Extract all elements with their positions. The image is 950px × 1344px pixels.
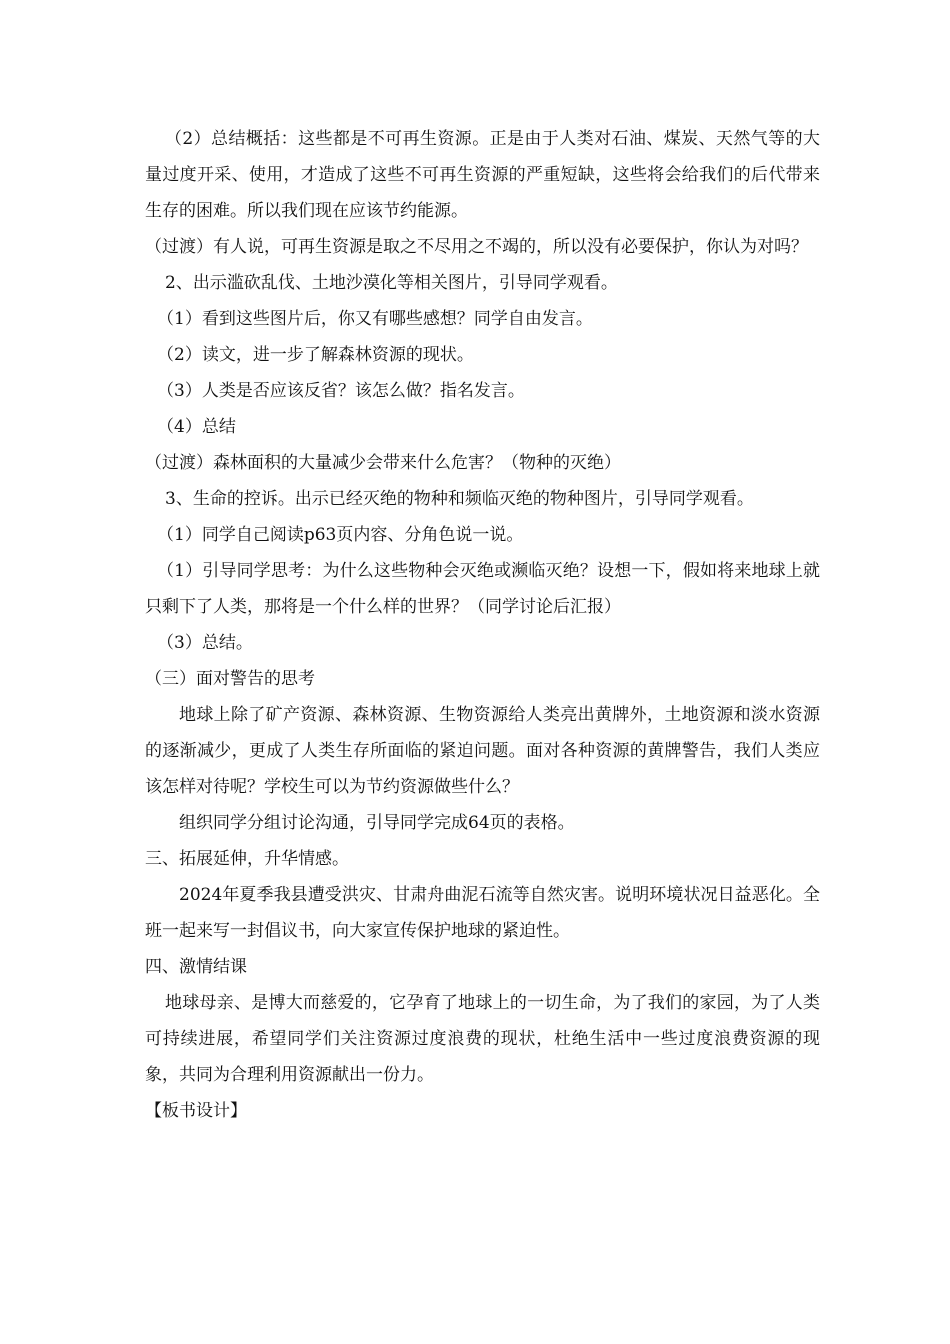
section-heading-closing: 四、激情结课 — [145, 957, 247, 977]
paragraph-step-3-3: （3）总结。 — [157, 633, 253, 653]
paragraph-step-2-3: （3）人类是否应该反省？该怎么做？指名发言。 — [157, 381, 525, 401]
paragraph-transition-renewable: （过渡）有人说，可再生资源是取之不尽用之不竭的，所以没有必要保护，你认为对吗？ — [145, 237, 808, 257]
section-heading-extension: 三、拓展延伸，升华情感。 — [145, 849, 349, 869]
section-heading-warning: （三）面对警告的思考 — [145, 669, 315, 689]
paragraph-group-discussion: 组织同学分组讨论沟通，引导同学完成64页的表格。 — [179, 813, 575, 833]
paragraph-closing-body: 地球母亲、是博大而慈爱的，它孕育了地球上的一切生命，为了我们的家园，为了人类可持续进展，希望同学们关注资源过度浪费的现状，杜绝生活中一些过度浪费资源的现象，共同为合理利用资源献出一份力。 — [145, 993, 820, 1085]
paragraph-step-3: 3、生命的控诉。出示已经灭绝的物种和频临灭绝的物种图片，引导同学观看。 — [165, 489, 754, 509]
paragraph-extension-body: 2024年夏季我县遭受洪灾、甘肃舟曲泥石流等自然灾害。说明环境状况日益恶化。全班一起来写一封倡议书，向大家宣传保护地球的紧迫性。 — [145, 885, 820, 941]
paragraph-transition-forest: （过渡）森林面积的大量减少会带来什么危害？（物种的灭绝） — [145, 453, 621, 473]
paragraph-step-2-2: （2）读文，进一步了解森林资源的现状。 — [157, 345, 474, 365]
paragraph-step-2: 2、出示滥砍乱伐、土地沙漠化等相关图片，引导同学观看。 — [165, 273, 618, 293]
section-heading-board-design: 【板书设计】 — [145, 1101, 247, 1121]
document-body — [145, 121, 820, 1129]
paragraph-step-2-1: （1）看到这些图片后，你又有哪些感想？同学自由发言。 — [157, 309, 593, 329]
paragraph-step-2-4: （4）总结 — [157, 417, 236, 437]
paragraph-summary-nonrenewable: （2）总结概括：这些都是不可再生资源。正是由于人类对石油、煤炭、天然气等的大量过度开采、使用，才造成了这些不可再生资源的严重短缺，这些将会给我们的后代带来生存的困难。所以我们现在应该节约能源。 — [145, 129, 820, 221]
paragraph-step-3-1: （1）同学自己阅读p63页内容、分角色说一说。 — [157, 525, 524, 545]
paragraph-warning-body: 地球上除了矿产资源、森林资源、生物资源给人类亮出黄牌外，土地资源和淡水资源的逐渐减少，更成了人类生存所面临的紧迫问题。面对各种资源的黄牌警告，我们人类应该怎样对待呢？学校生可以为节约资源做些什么？ — [145, 705, 820, 797]
paragraph-step-3-2: （1）引导同学思考：为什么这些物种会灭绝或濒临灭绝？设想一下，假如将来地球上就只剩下了人类，那将是一个什么样的世界？（同学讨论后汇报） — [145, 561, 820, 617]
